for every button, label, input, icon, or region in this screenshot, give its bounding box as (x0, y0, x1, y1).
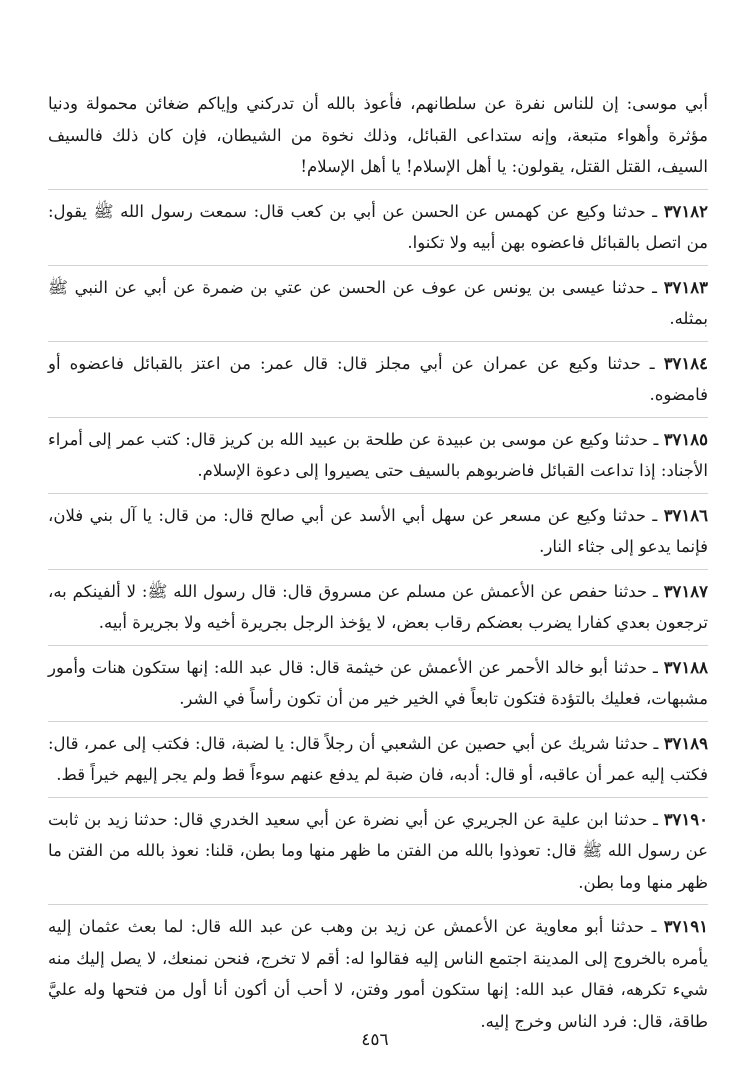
divider (48, 493, 708, 494)
hadith-text: ـ حدثنا ابن علية عن الجريري عن أبي نضرة عن أبي سعيد الخدري قال: حدثنا زيد بن ثابت عن رسول الله ﷺ قال: تعوذوا بالله من الفتن ما ظهر منها وما بطن، قلنا: نعوذ بالله من الفتن ما ظهر منها وما بطن. (48, 809, 708, 892)
page-number: ٤٥٦ (361, 1030, 389, 1050)
divider (48, 341, 708, 342)
divider (48, 569, 708, 570)
hadith-text: ـ حدثنا حفص عن الأعمش عن مسلم عن مسروق قال: قال رسول الله ﷺ: لا ألفينكم به، ترجعون بعدي كفارا يضرب بعضكم رقاب بعض، لا يؤخذ الرجل بجريرة أخيه ولا بجريرة أبيه. (48, 581, 708, 632)
divider (48, 645, 708, 646)
hadith-paragraph (48, 728, 708, 791)
hadith-text: ـ حدثنا وكيع عن كهمس عن الحسن عن أبي بن كعب قال: سمعت رسول الله ﷺ يقول: من اتصل بالقبائل فاعضوه بهن أبيه ولا تكنوا. (48, 201, 708, 252)
hadith-paragraph (48, 196, 708, 259)
intro-paragraph: أبي موسى: إن للناس نفرة عن سلطانهم، فأعوذ بالله أن تدركني وإياكم ضغائن محمولة ودنيا مؤثرة وأهواء متبعة، وإنه ستداعى القبائل، وذلك نخوة من الشيطان، فإن كان ذلك فالسيف السيف، القتل القتل، يقولون: يا أهل الإسلام! يا أهل الإسلام! (48, 94, 708, 176)
hadith-text: ـ حدثنا أبو خالد الأحمر عن الأعمش عن خيثمة قال: قال عبد الله: إنها ستكون هنات وأمور مشبهات، فعليك بالتؤدة فتكون تابعاً في الخير خير من أن تكون رأساً في الشر. (48, 657, 708, 708)
hadith-number: ٣٧١٨٢ (663, 201, 708, 221)
hadith-number: ٣٧١٩١ (663, 917, 708, 936)
hadith-paragraph (48, 804, 708, 899)
hadith-text: ـ حدثنا أبو معاوية عن الأعمش عن زيد بن وهب عن عبد الله قال: لما بعث عثمان إليه يأمره بالخروج إلى المدينة اجتمع الناس إليه فقالوا له: أقم لا تخرج، فنحن نمنعك، لا يصل إليك منه شيء تكرهه، فقال عبد الله: إنها ستكون أمور وفتن، لا أحب أن أكون أنا أول من فتحها وله عليَّ طاقة، قال: فرد الناس وخرج إليه. (48, 917, 708, 1031)
hadith-paragraph (48, 348, 708, 411)
hadith-paragraph (48, 424, 708, 487)
hadith-number: ٣٧١٨٧ (663, 581, 708, 601)
hadith-text: ـ حدثنا عيسى بن يونس عن عوف عن الحسن عن عتي بن ضمرة عن أبي عن النبي ﷺ بمثله. (48, 277, 708, 328)
hadith-text: ـ حدثنا شريك عن أبي حصين عن الشعبي أن رجلاً قال: يا لضبة، قال: فكتب إلى عمر، قال: فكتب إليه عمر أن عاقبه، أو قال: أدبه، فان ضبة لم يدفع عنهم سوءاً قط ولم يجر إليهم خيراً قط. (48, 733, 708, 784)
hadith-text: ـ حدثنا وكيع عن موسى بن عبيدة عن طلحة بن عبيد الله بن كريز قال: كتب عمر إلى أمراء الأجناد: إذا تداعت القبائل فاضربوهم بالسيف حتى يصيروا إلى دعوة الإسلام. (48, 429, 708, 480)
hadith-number: ٣٧١٨٦ (663, 505, 708, 525)
hadith-paragraph (48, 911, 708, 1037)
hadith-number: ٣٧١٨٤ (663, 353, 708, 373)
divider (48, 417, 708, 418)
hadith-paragraph (48, 500, 708, 563)
hadith-number: ٣٧١٨٣ (663, 277, 708, 297)
hadith-text: ـ حدثنا وكيع عن عمران عن أبي مجلز قال: قال عمر: من اعتز بالقبائل فاعضوه أو فامضوه. (48, 353, 708, 404)
hadith-number: ٣٧١٨٩ (663, 733, 708, 753)
hadith-text: ـ حدثنا وكيع عن مسعر عن سهل أبي الأسد عن أبي صالح قال: من قال: يا آل بني فلان، فإنما يدعو إلى جثاء النار. (48, 505, 708, 556)
divider (48, 797, 708, 798)
hadith-paragraph (48, 576, 708, 639)
hadith-number: ٣٧١٨٥ (663, 429, 708, 449)
page-body (48, 88, 708, 1037)
divider (48, 189, 708, 190)
hadith-paragraph (48, 272, 708, 335)
hadith-paragraph (48, 652, 708, 715)
hadith-number: ٣٧١٩٠ (663, 809, 708, 829)
divider (48, 265, 708, 266)
divider (48, 904, 708, 905)
divider (48, 721, 708, 722)
hadith-number: ٣٧١٨٨ (663, 657, 708, 677)
